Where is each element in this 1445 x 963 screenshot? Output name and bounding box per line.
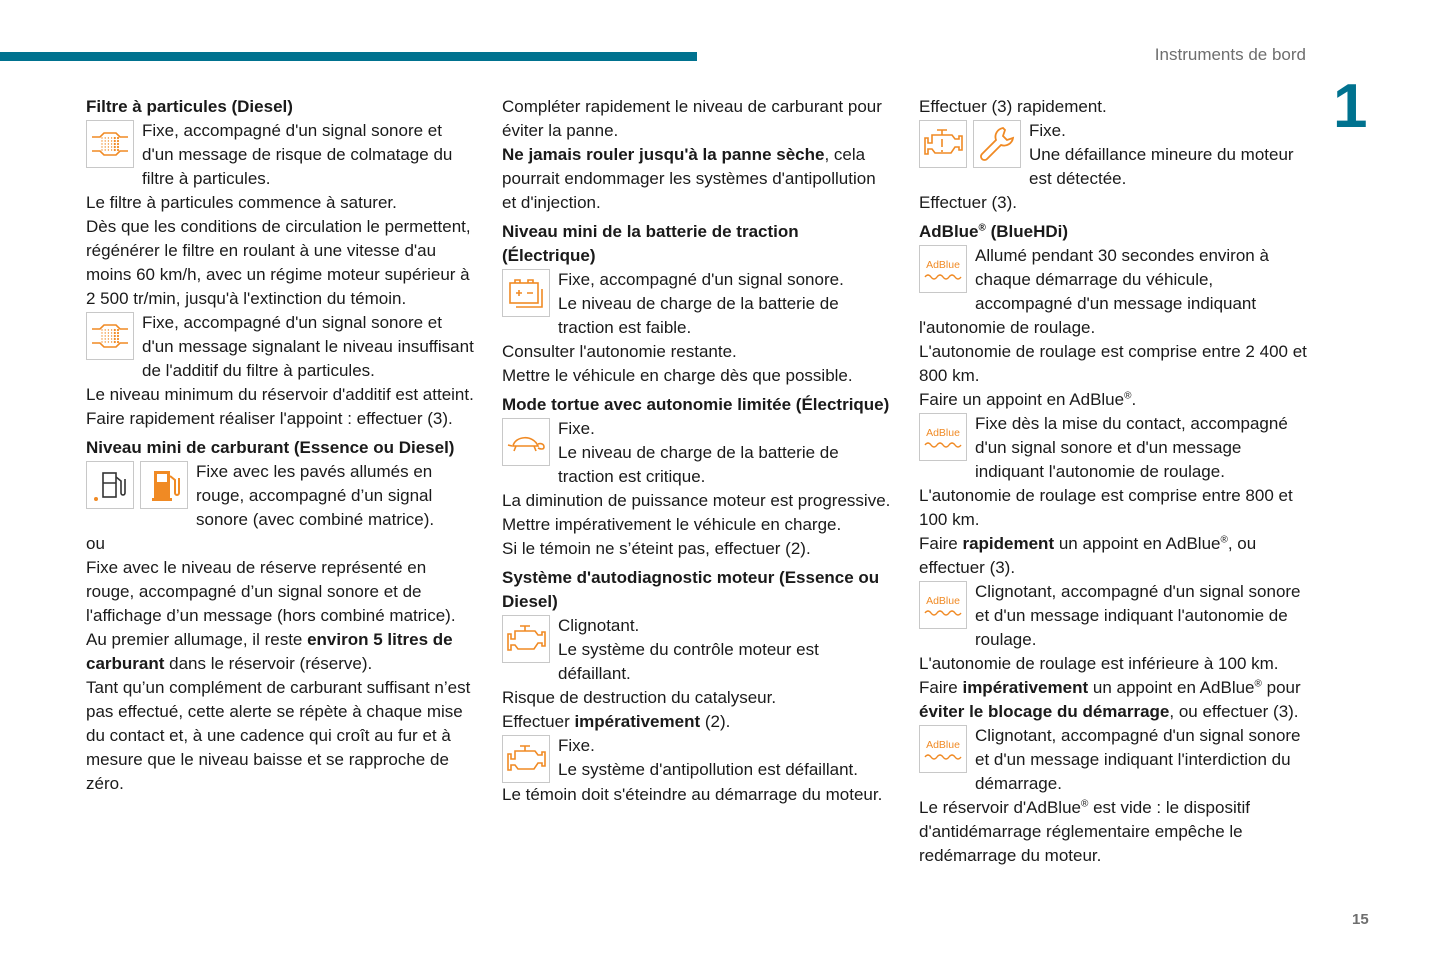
paragraph — [86, 532, 478, 556]
warning-light-icons — [502, 735, 550, 783]
text-run: Fixe avec les pavés allumés en rouge, accompagné d’un signal sonore (avec combiné matrice). — [196, 462, 435, 529]
text-run: Si le témoin ne s’éteint pas, effectuer (2). — [502, 539, 811, 558]
text-run: Faire — [919, 534, 963, 553]
text-run: Fixe, accompagné d'un signal sonore et d'un message signalant le niveau insuffisant de l'additif du filtre à particules. — [142, 313, 474, 380]
paragraph — [919, 95, 1311, 119]
adblue-icon-label: AdBlue — [926, 739, 960, 751]
paragraph — [502, 686, 894, 710]
paragraph — [502, 489, 894, 513]
text-run: Mode tortue avec autonomie limitée (Électrique) — [502, 395, 890, 414]
chapter-number: 1 — [1333, 72, 1368, 141]
paragraph — [502, 340, 894, 364]
registered-mark: ® — [978, 222, 986, 234]
warning-light-description — [86, 119, 478, 191]
paragraph — [86, 383, 478, 407]
text-run: . — [1131, 390, 1137, 409]
text-run: , ou effectuer (3). — [1169, 702, 1299, 721]
paragraph — [502, 513, 894, 537]
warning-light-description — [86, 460, 478, 532]
paragraph — [86, 191, 478, 215]
warning-light-icons — [86, 461, 188, 509]
text-run: Faire un appoint en AdBlue — [919, 390, 1125, 409]
paragraph — [502, 364, 894, 388]
text-run: Tant qu’un complément de carburant suffisant n’est pas effectué, cette alerte se répète à chaque mise du contact et, à une cadence qui croît au fur et à mesure que le niveau baisse et se rapproche de zéro. — [86, 678, 471, 793]
text-run: dans le réservoir (réserve). — [164, 654, 373, 673]
emphasis-text: impérativement — [962, 678, 1089, 697]
warning-light-description — [919, 580, 1311, 652]
emphasis-text: rapidement — [962, 534, 1055, 553]
paragraph — [502, 537, 894, 561]
adblue-icon — [919, 245, 967, 293]
fuel-pump-filled-icon — [140, 461, 188, 509]
text-run: Fixe, accompagné d'un signal sonore. — [558, 270, 844, 289]
text-run: Dès que les conditions de circulation le permettent, régénérer le filtre en roulant à une vitesse d'au moins 60 km/h, avec un régime moteur supérieur à 2 500 tr/min, jusqu'à l'extinction du témoin. — [86, 217, 471, 308]
text-run: pour — [1261, 678, 1301, 697]
text-run: Faire — [919, 678, 963, 697]
adblue-icon-label: AdBlue — [926, 595, 960, 607]
text-run: Au premier allumage, il reste — [86, 630, 308, 649]
text-run: Fixe avec le niveau de réserve représenté en rouge, accompagné d’un signal sonore et de l'affichage d’un message (hors combiné matrice). — [86, 558, 456, 625]
text-run: Faire rapidement réaliser l'appoint : effectuer (3). — [86, 409, 453, 428]
paragraph — [919, 484, 1311, 532]
paragraph — [86, 556, 478, 628]
warning-light-description — [502, 734, 894, 782]
emphasis-text: éviter le blocage du démarrage — [919, 702, 1170, 721]
warning-light-icons — [502, 615, 550, 663]
text-run: Le témoin doit s'éteindre au démarrage du moteur. — [502, 785, 883, 804]
text-run: est vide : le dispositif d'antidémarrage réglementaire empêche le redémarrage du moteur. — [919, 798, 1250, 865]
section-heading — [502, 393, 894, 417]
adblue-icon — [919, 725, 967, 773]
section-title: Instruments de bord — [1154, 45, 1306, 64]
engine-icon — [502, 615, 550, 663]
section-heading — [919, 220, 1311, 244]
emphasis-text: environ 5 litres de carburant — [86, 630, 453, 673]
warning-light-description — [502, 417, 894, 489]
text-run: Fixe dès la mise du contact, accompagné d'un signal sonore et d'un message indiquant l'autonomie de roulage. — [975, 414, 1288, 481]
paragraph — [502, 95, 894, 143]
warning-light-description — [919, 244, 1311, 340]
adblue-icon — [919, 413, 967, 461]
warning-light-description — [86, 311, 478, 383]
text-run: Mettre impérativement le véhicule en charge. — [502, 515, 842, 534]
text-run: Fixe, accompagné d'un signal sonore et d'un message de risque de colmatage du filtre à particules. — [142, 121, 453, 188]
column-2 — [502, 95, 894, 807]
text-run: un appoint en AdBlue — [1088, 678, 1255, 697]
text-run: Le filtre à particules commence à saturer. — [86, 193, 397, 212]
registered-mark: ® — [1254, 678, 1262, 690]
text-run: Fixe. — [558, 736, 595, 755]
text-run: Compléter rapidement le niveau de carburant pour éviter la panne. — [502, 97, 882, 140]
adblue-icon-label: AdBlue — [926, 427, 960, 439]
column-3 — [919, 95, 1311, 868]
warning-light-description — [919, 119, 1311, 191]
paragraph — [919, 191, 1311, 215]
registered-mark: ® — [1124, 390, 1132, 402]
column-1 — [86, 95, 478, 796]
warning-light-icons — [86, 312, 134, 360]
text-run: Le niveau minimum du réservoir d'additif est atteint. — [86, 385, 474, 404]
text-run: , cela pourrait endommager les systèmes d'antipollution et d'injection. — [502, 145, 876, 212]
text-run: Mettre le véhicule en charge dès que possible. — [502, 366, 853, 385]
paragraph — [919, 340, 1311, 388]
paragraph — [86, 676, 478, 796]
warning-light-description — [502, 614, 894, 686]
text-run: Le niveau de charge de la batterie de traction est critique. — [558, 443, 839, 486]
warning-light-icons — [919, 413, 967, 461]
paragraph — [919, 676, 1311, 724]
engine-icon — [502, 735, 550, 783]
text-run: Effectuer (3). — [919, 193, 1017, 212]
paragraph — [919, 388, 1311, 412]
warning-light-description — [919, 412, 1311, 484]
paragraph — [86, 407, 478, 431]
warning-light-icons — [502, 269, 550, 317]
text-run: Niveau mini de carburant (Essence ou Diesel) — [86, 438, 455, 457]
particle-filter-icon — [86, 120, 134, 168]
text-run: L'autonomie de roulage est comprise entre 2 400 et 800 km. — [919, 342, 1307, 385]
text-run: Système d'autodiagnostic moteur (Essence ou Diesel) — [502, 568, 880, 611]
warning-light-icons — [919, 725, 967, 773]
paragraph — [86, 628, 478, 676]
text-run: Clignotant, accompagné d'un signal sonore et d'un message indiquant l'interdiction du démarrage. — [975, 726, 1301, 793]
text-run: L'autonomie de roulage est comprise entre 800 et 100 km. — [919, 486, 1293, 529]
text-run: Niveau mini de la batterie de traction (Électrique) — [502, 222, 799, 265]
text-run: Clignotant, accompagné d'un signal sonore et d'un message indiquant l'autonomie de roulage. — [975, 582, 1301, 649]
paragraph — [502, 710, 894, 734]
paragraph — [86, 215, 478, 311]
section-heading — [86, 436, 478, 460]
text-run: Le réservoir d'AdBlue — [919, 798, 1081, 817]
turtle-icon — [502, 418, 550, 466]
text-run: (2). — [700, 712, 731, 731]
warning-light-description — [502, 268, 894, 340]
text-run: , ou effectuer (3). — [919, 534, 1257, 577]
warning-light-icons — [86, 120, 134, 168]
section-heading — [502, 566, 894, 614]
paragraph — [502, 783, 894, 807]
header-accent-bar — [0, 52, 697, 61]
wrench-icon — [973, 120, 1021, 168]
engine-warning-icon — [919, 120, 967, 168]
text-run: Risque de destruction du catalyseur. — [502, 688, 777, 707]
particle-filter-icon — [86, 312, 134, 360]
text-run: AdBlue — [919, 222, 979, 241]
text-run: Allumé pendant 30 secondes environ à chaque démarrage du véhicule, accompagné d'un message indiquant l'autonomie de roulage. — [919, 246, 1269, 337]
text-run: ou — [86, 534, 105, 553]
adblue-icon — [919, 581, 967, 629]
text-run: Le système du contrôle moteur est défaillant. — [558, 640, 819, 683]
text-run: La diminution de puissance moteur est progressive. — [502, 491, 891, 510]
warning-light-icons — [919, 245, 967, 293]
text-run: Clignotant. — [558, 616, 640, 635]
text-run: Le niveau de charge de la batterie de traction est faible. — [558, 294, 839, 337]
section-heading — [86, 95, 478, 119]
text-run: Effectuer (3) rapidement. — [919, 97, 1107, 116]
adblue-icon-label: AdBlue — [926, 259, 960, 271]
section-heading — [502, 220, 894, 268]
warning-light-icons — [919, 581, 967, 629]
paragraph — [919, 796, 1311, 868]
emphasis-text: impérativement — [574, 712, 701, 731]
text-run: Le système d'antipollution est défaillant. — [558, 760, 858, 779]
paragraph — [919, 532, 1311, 580]
text-run: Consulter l'autonomie restante. — [502, 342, 737, 361]
registered-mark: ® — [1220, 534, 1228, 546]
emphasis-text: Ne jamais rouler jusqu'à la panne sèche — [502, 145, 825, 164]
fuel-pump-outline-icon — [86, 461, 134, 509]
warning-light-icons — [919, 120, 1021, 168]
paragraph — [919, 652, 1311, 676]
text-run: (BlueHDi) — [985, 222, 1069, 241]
page-number: 15 — [1352, 911, 1369, 928]
registered-mark: ® — [1081, 798, 1089, 810]
text-run: Filtre à particules (Diesel) — [86, 97, 293, 116]
text-run: un appoint en AdBlue — [1054, 534, 1221, 553]
warning-light-description — [919, 724, 1311, 796]
text-run: L'autonomie de roulage est inférieure à 100 km. — [919, 654, 1279, 673]
warning-light-icons — [502, 418, 550, 466]
text-run: Effectuer — [502, 712, 575, 731]
paragraph — [502, 143, 894, 215]
text-run: Une défaillance mineure du moteur est détectée. — [1029, 145, 1294, 188]
text-run: Fixe. — [1029, 121, 1066, 140]
battery-icon — [502, 269, 550, 317]
text-run: Fixe. — [558, 419, 595, 438]
